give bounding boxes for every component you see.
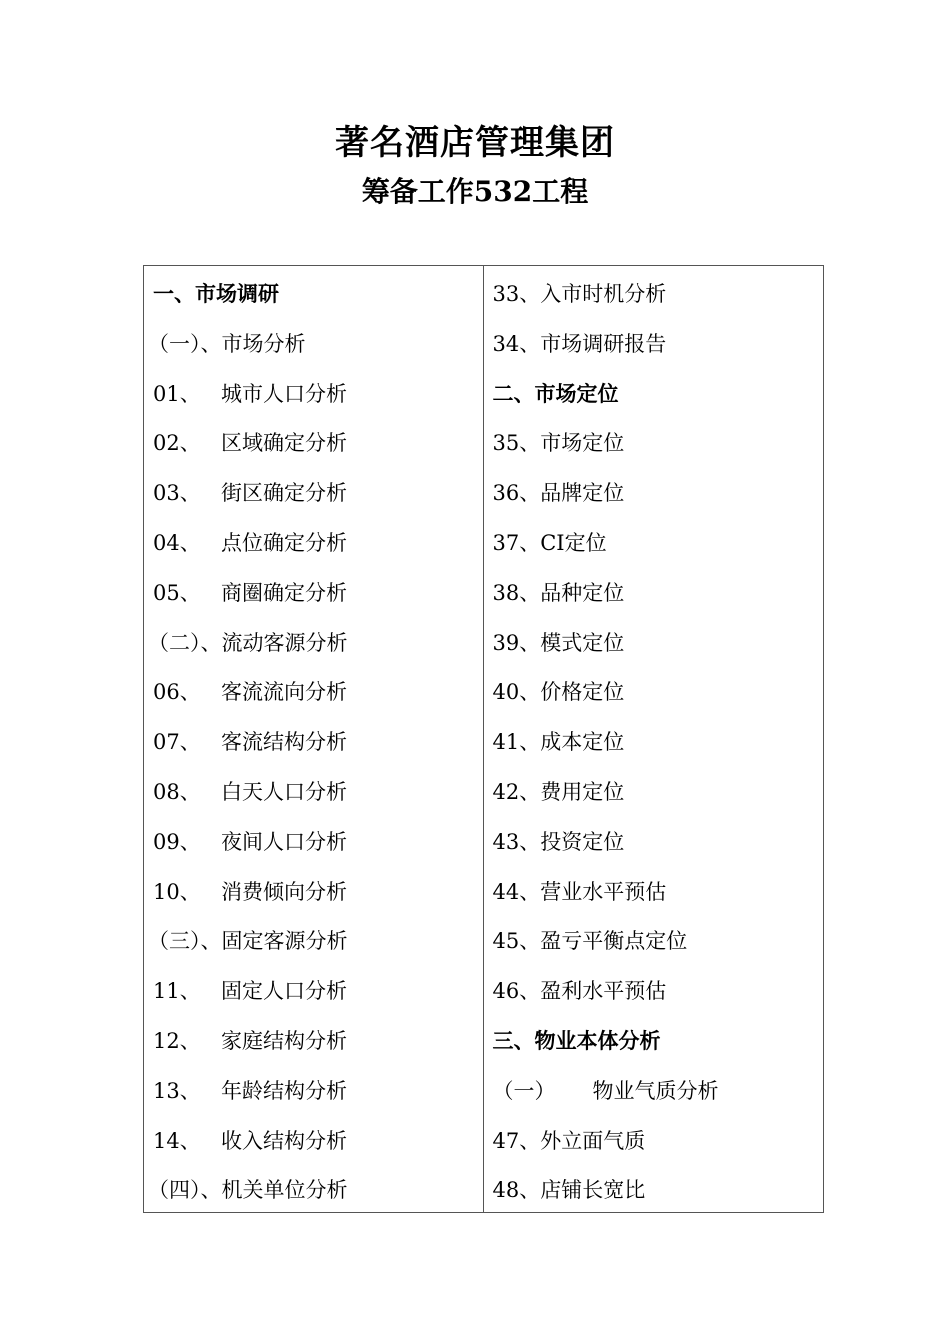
line-number: （一） — [492, 1078, 556, 1103]
line-number: 12、 — [153, 1028, 201, 1053]
line-text: 点位确定分析 — [221, 530, 347, 555]
line-text: 33、入市时机分析 — [492, 282, 667, 306]
line-text: 街区确定分析 — [221, 481, 347, 506]
line-text: 36、品牌定位 — [492, 481, 625, 506]
contents-column-left — [144, 266, 484, 1212]
line-number: 04、 — [153, 530, 201, 555]
line-text: 47、外立面气质 — [492, 1128, 646, 1153]
document-title: 著名酒店管理集团 — [335, 123, 615, 163]
line-text: 夜间人口分析 — [221, 829, 347, 854]
contents-line — [484, 722, 824, 772]
line-text: 消费倾向分析 — [221, 879, 347, 904]
line-text: 家庭结构分析 — [221, 1028, 347, 1053]
contents-line — [484, 374, 824, 424]
line-number: 13、 — [153, 1078, 201, 1103]
contents-line — [144, 872, 483, 922]
line-text: 一、市场调研 — [153, 281, 279, 306]
line-number: 11、 — [153, 979, 201, 1004]
contents-line — [484, 523, 824, 573]
contents-line — [484, 274, 824, 324]
line-number: 01、 — [153, 381, 201, 406]
document-subtitle: 筹备工作532工程 — [361, 175, 589, 208]
contents-line — [144, 523, 483, 573]
line-number: 05、 — [153, 580, 201, 605]
line-text: （一）、市场分析 — [148, 331, 306, 356]
contents-line — [144, 374, 483, 424]
contents-line — [144, 1170, 483, 1220]
contents-line — [144, 1021, 483, 1071]
line-text: 客流流向分析 — [221, 680, 347, 705]
line-text: 41、成本定位 — [492, 730, 625, 755]
contents-line — [484, 324, 824, 374]
contents-line — [484, 822, 824, 872]
contents-line — [484, 623, 824, 673]
contents-line — [144, 274, 483, 324]
contents-line — [484, 872, 824, 922]
contents-line — [144, 1121, 483, 1171]
line-text: 二、市场定位 — [492, 380, 619, 406]
contents-line — [484, 672, 824, 722]
contents-line — [144, 921, 483, 971]
contents-line — [484, 423, 824, 473]
line-text: 45、盈亏平衡点定位 — [492, 929, 688, 954]
line-text: 白天人口分析 — [221, 779, 347, 804]
contents-line — [484, 1170, 824, 1220]
line-text: 37、CI定位 — [492, 530, 607, 555]
line-text: （二）、流动客源分析 — [148, 630, 348, 655]
contents-line — [484, 772, 824, 822]
contents-line — [144, 623, 483, 673]
line-text: 客流结构分析 — [221, 730, 347, 755]
line-text: 42、费用定位 — [492, 779, 625, 804]
line-number: 09、 — [153, 829, 201, 854]
contents-line — [144, 324, 483, 374]
line-text: 年龄结构分析 — [221, 1078, 347, 1103]
contents-table — [143, 265, 824, 1213]
contents-line — [144, 822, 483, 872]
line-number: 14、 — [153, 1128, 201, 1153]
contents-line — [144, 573, 483, 623]
line-text: 物业气质分析 — [592, 1078, 719, 1103]
contents-line — [484, 921, 824, 971]
contents-line — [144, 473, 483, 523]
line-number: 10、 — [153, 879, 201, 904]
line-text: 43、投资定位 — [492, 829, 625, 854]
contents-line — [484, 1071, 824, 1121]
contents-line — [484, 1021, 824, 1071]
contents-column-right — [484, 266, 824, 1212]
line-text: 收入结构分析 — [221, 1128, 347, 1153]
contents-line — [484, 1121, 824, 1171]
contents-line — [144, 722, 483, 772]
contents-line — [144, 1071, 483, 1121]
line-text: 48、店铺长宽比 — [492, 1178, 646, 1203]
line-text: 固定人口分析 — [221, 979, 347, 1004]
contents-line — [144, 772, 483, 822]
line-number: 03、 — [153, 481, 201, 506]
line-text: 38、品种定位 — [492, 580, 625, 605]
contents-line — [144, 423, 483, 473]
line-text: 区域确定分析 — [221, 431, 347, 456]
line-text: 城市人口分析 — [221, 381, 347, 406]
line-text: 39、模式定位 — [492, 630, 625, 655]
line-number: 02、 — [153, 431, 201, 456]
line-text: 44、营业水平预估 — [492, 879, 667, 904]
line-text: 商圈确定分析 — [221, 580, 347, 605]
line-text: 46、盈利水平预估 — [492, 979, 667, 1004]
contents-line — [484, 971, 824, 1021]
line-text: 34、市场调研报告 — [492, 331, 667, 356]
contents-line — [144, 971, 483, 1021]
line-number: 06、 — [153, 680, 201, 705]
line-text: 35、市场定位 — [492, 431, 625, 456]
line-text: （四）、机关单位分析 — [148, 1178, 348, 1203]
contents-line — [484, 573, 824, 623]
line-text: （三）、固定客源分析 — [148, 929, 348, 954]
line-text: 40、价格定位 — [492, 680, 625, 705]
line-text: 三、物业本体分析 — [492, 1027, 661, 1053]
line-number: 08、 — [153, 779, 201, 804]
contents-line — [484, 473, 824, 523]
contents-line — [144, 672, 483, 722]
line-number: 07、 — [153, 730, 201, 755]
